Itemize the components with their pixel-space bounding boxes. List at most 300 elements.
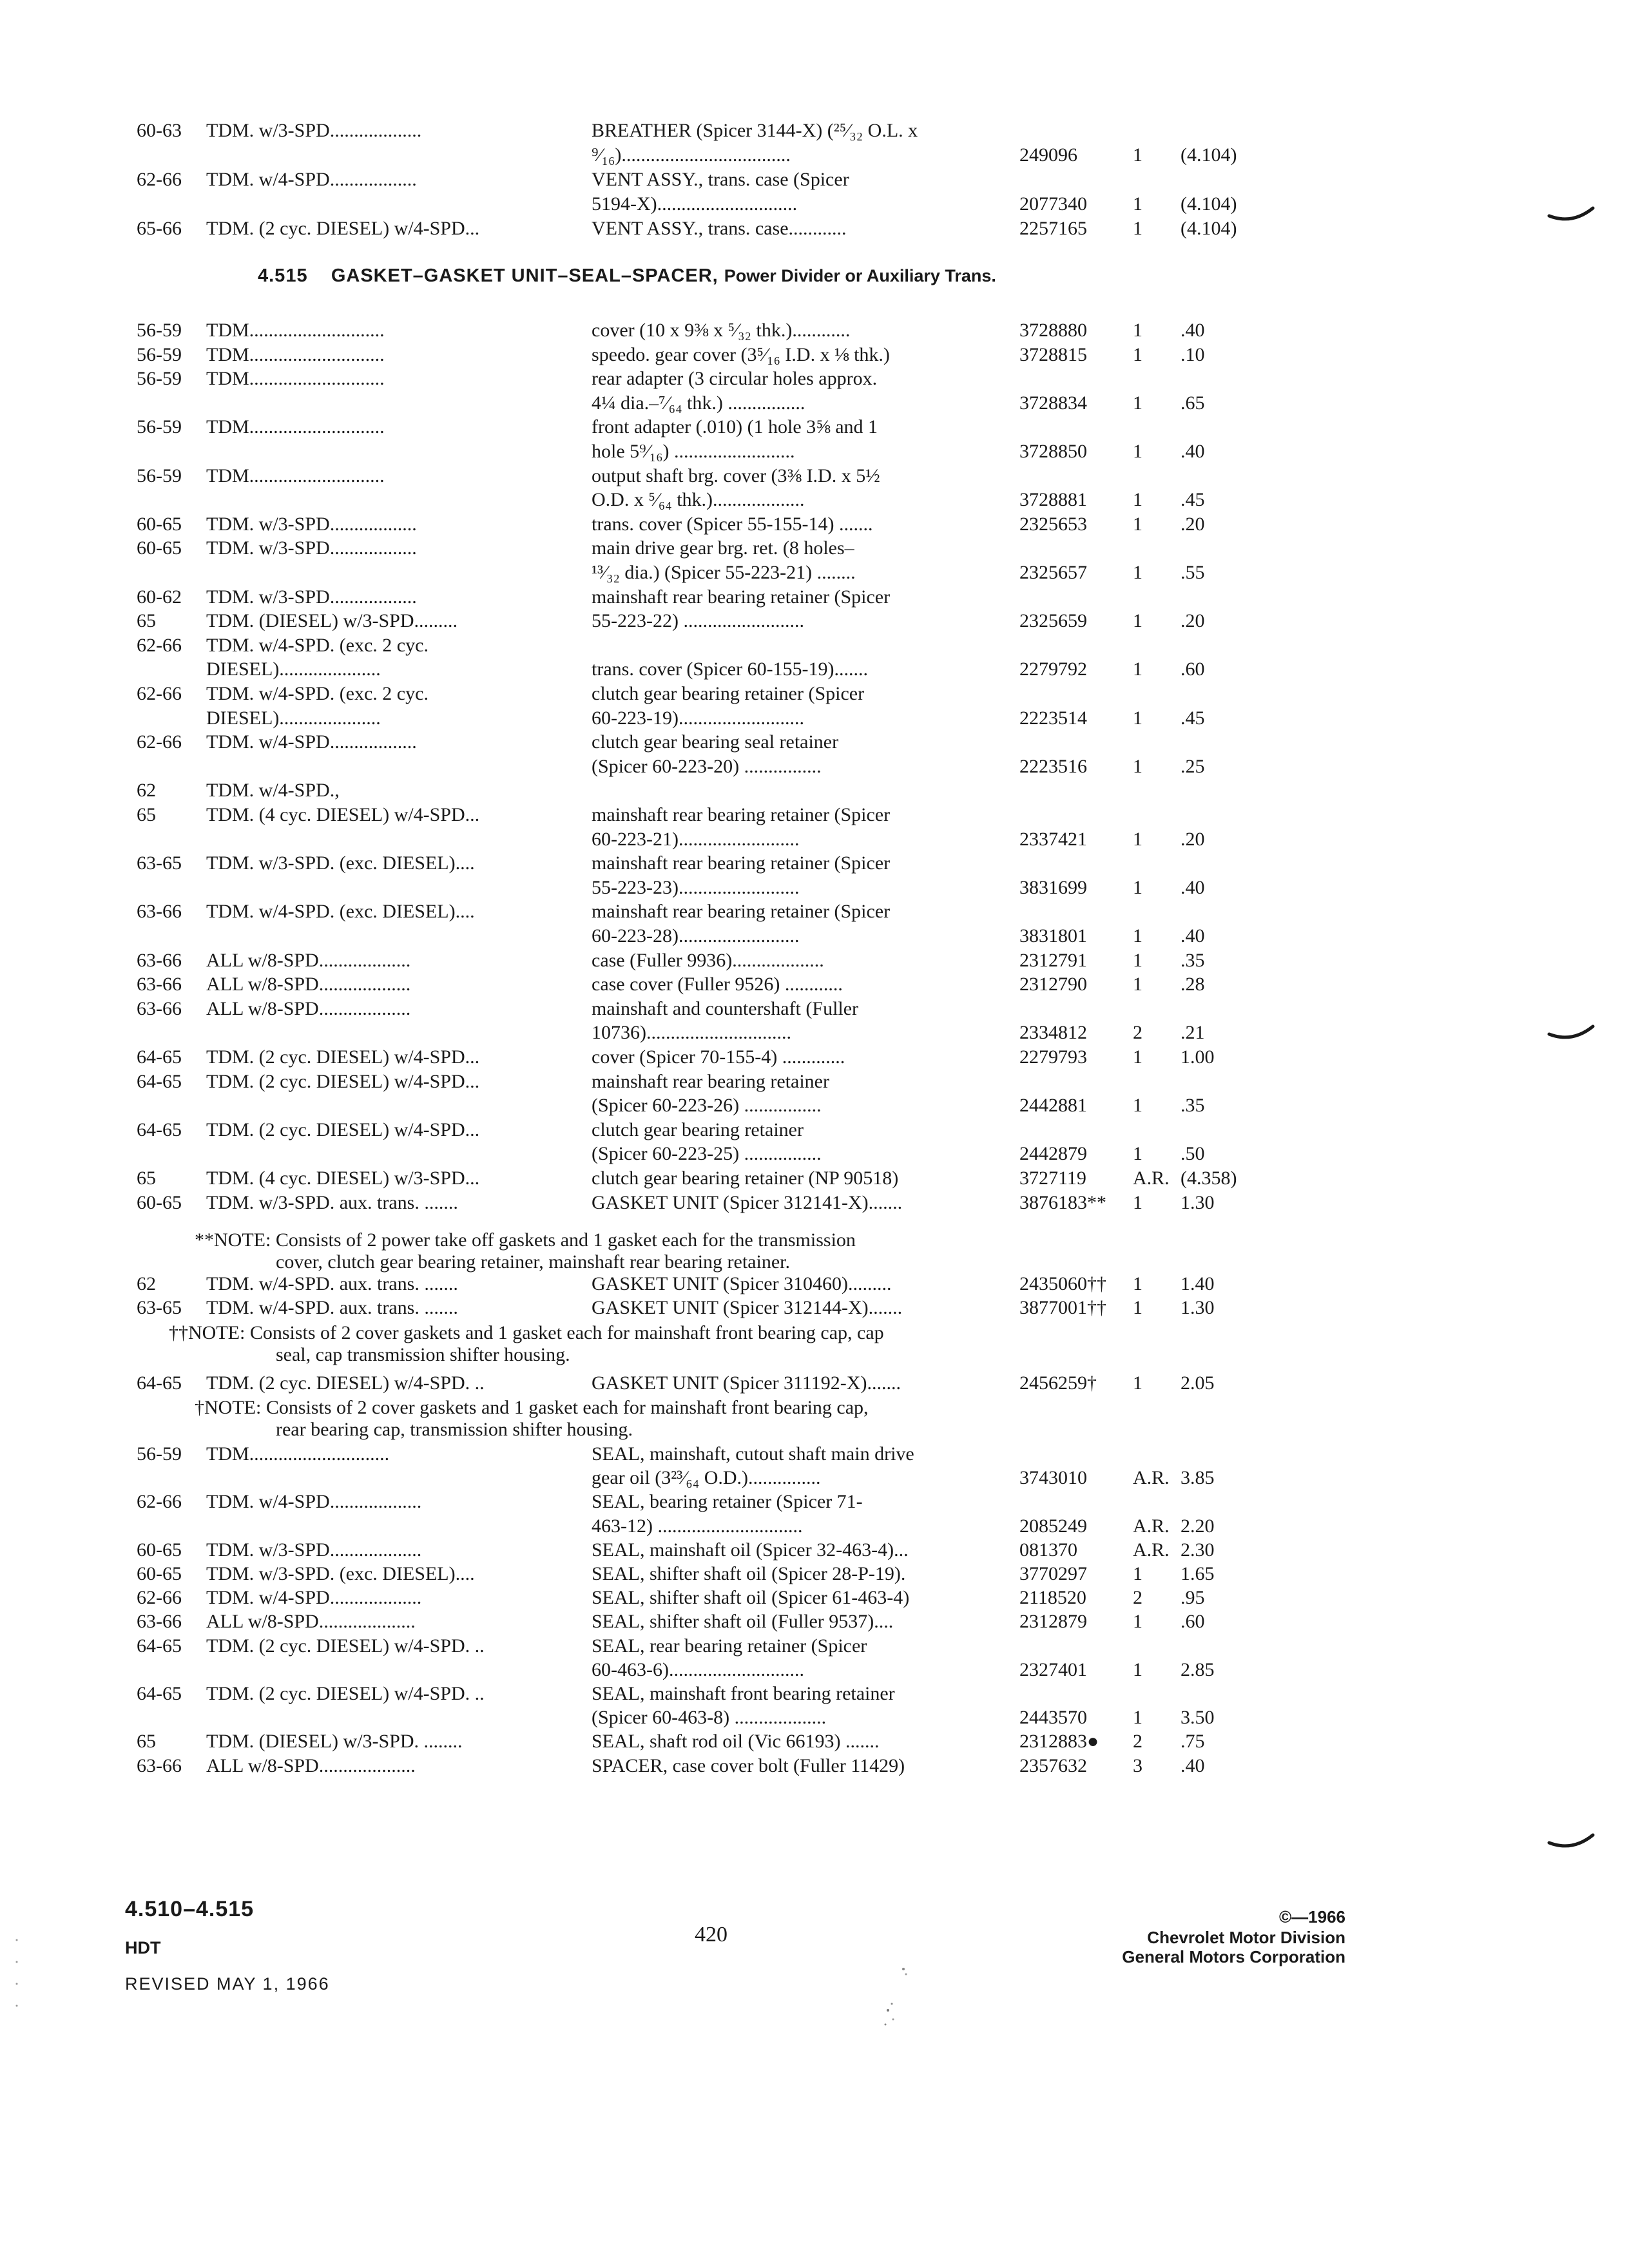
price: (4.358) bbox=[1181, 1168, 1237, 1189]
table-row bbox=[0, 1022, 1629, 1044]
application: TDM. (2 cyc. DIESEL) w/4-SPD... bbox=[206, 1046, 480, 1068]
price: .20 bbox=[1181, 513, 1205, 535]
model-years: 56-59 bbox=[137, 320, 182, 341]
note-line: seal, cap transmission shifter housing. bbox=[276, 1344, 570, 1365]
part-number: 3831699 bbox=[1019, 876, 1087, 898]
part-description: SEAL, shifter shaft oil (Spicer 28-P-19). bbox=[592, 1563, 906, 1584]
note-line: rear bearing cap, transmission shifter housing. bbox=[276, 1419, 633, 1440]
application: TDM. w/4-SPD., bbox=[206, 780, 340, 802]
table-row bbox=[0, 707, 1629, 729]
part-description: cover (Spicer 70-155-4) ............. bbox=[592, 1046, 845, 1068]
table-row bbox=[0, 804, 1629, 826]
table-row bbox=[0, 1168, 1629, 1189]
part-description: VENT ASSY., trans. case............ bbox=[592, 218, 847, 239]
part-number: 2337421 bbox=[1019, 828, 1087, 850]
model-years: 62-66 bbox=[137, 1587, 182, 1609]
application: TDM. w/3-SPD.................. bbox=[206, 537, 417, 559]
part-description: mainshaft rear bearing retainer (Spicer bbox=[592, 852, 891, 874]
price: 1.40 bbox=[1181, 1273, 1215, 1294]
table-row bbox=[0, 1515, 1629, 1537]
part-description: ⁹⁄₁₆)................................... bbox=[592, 144, 791, 166]
quantity: 1 bbox=[1133, 755, 1142, 777]
part-description: (Spicer 60-223-25) ................ bbox=[592, 1143, 822, 1165]
part-description: (Spicer 60-223-26) ................ bbox=[592, 1095, 822, 1117]
price: 2.30 bbox=[1181, 1539, 1215, 1561]
quantity: 1 bbox=[1133, 925, 1142, 947]
part-description: SEAL, shifter shaft oil (Spicer 61-463-4) bbox=[592, 1587, 910, 1609]
quantity: 1 bbox=[1133, 1297, 1142, 1318]
application: TDM. (DIESEL) w/3-SPD......... bbox=[206, 610, 458, 632]
application: ALL w/8-SPD.................... bbox=[206, 1611, 416, 1633]
part-description: 60-223-19).......................... bbox=[592, 707, 804, 729]
quantity: 1 bbox=[1133, 562, 1142, 583]
price: .10 bbox=[1181, 343, 1205, 365]
table-row bbox=[0, 441, 1629, 463]
quantity: 1 bbox=[1133, 1372, 1142, 1394]
application: TDM. w/3-SPD................... bbox=[206, 1539, 422, 1561]
table-row bbox=[0, 1071, 1629, 1093]
part-description: case cover (Fuller 9526) ............ bbox=[592, 974, 843, 995]
price: (4.104) bbox=[1181, 144, 1237, 166]
part-description: trans. cover (Spicer 55-155-14) ....... bbox=[592, 513, 873, 535]
application: ALL w/8-SPD................... bbox=[206, 949, 411, 971]
page-number: 420 bbox=[695, 1923, 728, 1946]
model-years: 62-66 bbox=[137, 683, 182, 704]
model-years: 56-59 bbox=[137, 1443, 182, 1465]
part-description: mainshaft rear bearing retainer bbox=[592, 1070, 829, 1092]
note-double-dagger-cont bbox=[0, 1344, 1629, 1366]
note-line: **NOTE: Consists of 2 power take off gaskets and 1 gasket each for the transmission bbox=[195, 1229, 856, 1251]
part-description: 5194-X)............................. bbox=[592, 193, 798, 215]
table-row bbox=[0, 683, 1629, 705]
model-years: 63-66 bbox=[137, 901, 182, 923]
part-description: speedo. gear cover (3⁵⁄₁₆ I.D. x ⅛ thk.) bbox=[592, 343, 890, 365]
table-row bbox=[0, 925, 1629, 947]
application: TDM. (2 cyc. DIESEL) w/4-SPD. .. bbox=[206, 1683, 485, 1704]
part-description: SEAL, mainshaft front bearing retainer bbox=[592, 1683, 895, 1704]
price: .45 bbox=[1181, 707, 1205, 729]
part-description: SEAL, shifter shaft oil (Fuller 9537).... bbox=[592, 1611, 894, 1633]
table-row bbox=[0, 1192, 1629, 1214]
part-description: mainshaft rear bearing retainer (Spicer bbox=[592, 804, 891, 825]
table-row bbox=[0, 489, 1629, 511]
part-description: O.D. x ⁵⁄₆₄ thk.)................... bbox=[592, 489, 805, 511]
part-description: GASKET UNIT (Spicer 311192-X)....... bbox=[592, 1372, 901, 1394]
model-years: 62 bbox=[137, 780, 156, 802]
model-years: 65-66 bbox=[137, 218, 182, 239]
part-description: GASKET UNIT (Spicer 312144-X)....... bbox=[592, 1297, 903, 1318]
part-description: SEAL, bearing retainer (Spicer 71- bbox=[592, 1491, 863, 1513]
price: .55 bbox=[1181, 562, 1205, 583]
footer-company-division: Chevrolet Motor Division bbox=[1147, 1928, 1345, 1947]
part-description: (Spicer 60-223-20) ................ bbox=[592, 755, 822, 777]
margin-tick-mark bbox=[1547, 203, 1598, 229]
model-years: 60-62 bbox=[137, 586, 182, 608]
section-title-text: GASKET–GASKET UNIT–SEAL–SPACER, bbox=[331, 265, 718, 286]
part-number: 2077340 bbox=[1019, 193, 1087, 215]
model-years: 64-65 bbox=[137, 1119, 182, 1140]
quantity: 1 bbox=[1133, 1273, 1142, 1294]
footer-division: HDT bbox=[125, 1938, 161, 1957]
model-years: 63-66 bbox=[137, 974, 182, 995]
price: 1.65 bbox=[1181, 1563, 1215, 1584]
application: TDM. (2 cyc. DIESEL) w/4-SPD. .. bbox=[206, 1372, 485, 1394]
part-description: BREATHER (Spicer 3144-X) (²⁵⁄₃₂ O.L. x bbox=[592, 120, 918, 141]
footer-revised-date: REVISED MAY 1, 1966 bbox=[125, 1974, 330, 1994]
application: DIESEL)..................... bbox=[206, 658, 381, 680]
part-description: 463-12) .............................. bbox=[592, 1515, 803, 1537]
price: .75 bbox=[1181, 1731, 1205, 1753]
part-number: 2325659 bbox=[1019, 610, 1087, 632]
part-number: 2085249 bbox=[1019, 1515, 1087, 1537]
table-row bbox=[0, 1372, 1629, 1394]
part-description: VENT ASSY., trans. case (Spicer bbox=[592, 169, 849, 190]
quantity: 1 bbox=[1133, 441, 1142, 462]
table-row bbox=[0, 1119, 1629, 1141]
note-line: cover, clutch gear bearing retainer, mainshaft rear bearing retainer. bbox=[276, 1251, 791, 1273]
quantity: A.R. bbox=[1133, 1467, 1170, 1489]
part-description: front adapter (.010) (1 hole 3⅝ and 1 bbox=[592, 416, 878, 438]
price: 2.05 bbox=[1181, 1372, 1215, 1394]
part-description: gear oil (3²³⁄₆₄ O.D.)............... bbox=[592, 1467, 821, 1489]
table-row bbox=[0, 1467, 1629, 1489]
model-years: 63-65 bbox=[137, 1297, 182, 1318]
part-description: rear adapter (3 circular holes approx. bbox=[592, 368, 878, 390]
model-years: 56-59 bbox=[137, 343, 182, 365]
model-years: 64-65 bbox=[137, 1635, 182, 1657]
table-row bbox=[0, 610, 1629, 632]
model-years: 60-65 bbox=[137, 537, 182, 559]
application: TDM. w/4-SPD................... bbox=[206, 1587, 422, 1609]
scan-specks bbox=[870, 1965, 921, 2094]
table-row bbox=[0, 416, 1629, 438]
quantity: 1 bbox=[1133, 828, 1142, 850]
application: TDM. w/4-SPD. (exc. DIESEL).... bbox=[206, 901, 475, 923]
table-row bbox=[0, 829, 1629, 850]
price: 3.50 bbox=[1181, 1707, 1215, 1729]
margin-tick-mark bbox=[1547, 1021, 1598, 1047]
part-description: mainshaft and countershaft (Fuller bbox=[592, 997, 859, 1019]
part-description: main drive gear brg. ret. (8 holes– bbox=[592, 537, 854, 559]
table-row bbox=[0, 1491, 1629, 1513]
table-row bbox=[0, 1297, 1629, 1319]
table-row bbox=[0, 1273, 1629, 1295]
model-years: 64-65 bbox=[137, 1046, 182, 1068]
part-description: clutch gear bearing retainer (NP 90518) bbox=[592, 1168, 899, 1189]
price: 3.85 bbox=[1181, 1467, 1215, 1489]
quantity: 2 bbox=[1133, 1587, 1142, 1609]
table-row bbox=[0, 974, 1629, 995]
quantity: 1 bbox=[1133, 218, 1142, 239]
part-description: GASKET UNIT (Spicer 312141-X)....... bbox=[592, 1191, 903, 1213]
part-number: 2257165 bbox=[1019, 218, 1087, 239]
model-years: 65 bbox=[137, 1168, 156, 1189]
part-description: ¹³⁄₃₂ dia.) (Spicer 55-223-21) ........ bbox=[592, 562, 856, 583]
application: TDM............................. bbox=[206, 1443, 390, 1465]
footer-company-corp: General Motors Corporation bbox=[1122, 1947, 1345, 1966]
price: .45 bbox=[1181, 489, 1205, 511]
part-description: 4¼ dia.–⁷⁄₆₄ thk.) ................ bbox=[592, 392, 805, 414]
note-dagger-cont bbox=[0, 1419, 1629, 1441]
model-years: 62-66 bbox=[137, 634, 182, 656]
table-row bbox=[0, 368, 1629, 390]
table-row bbox=[0, 998, 1629, 1020]
table-row bbox=[0, 950, 1629, 972]
model-years: 65 bbox=[137, 1731, 156, 1753]
application: TDM. w/4-SPD................... bbox=[206, 1491, 422, 1513]
part-number: 2442881 bbox=[1019, 1095, 1087, 1117]
application: TDM. (4 cyc. DIESEL) w/4-SPD... bbox=[206, 804, 480, 825]
table-row bbox=[0, 1707, 1629, 1729]
quantity: 1 bbox=[1133, 707, 1142, 729]
price: 1.00 bbox=[1181, 1046, 1215, 1068]
table-row bbox=[0, 1635, 1629, 1657]
price: .50 bbox=[1181, 1143, 1205, 1165]
section-number: 4.515 bbox=[258, 265, 308, 286]
model-years: 65 bbox=[137, 804, 156, 825]
table-row bbox=[0, 1563, 1629, 1585]
application: TDM. w/3-SPD.................. bbox=[206, 586, 417, 608]
model-years: 62-66 bbox=[137, 1491, 182, 1513]
quantity: A.R. bbox=[1133, 1539, 1170, 1561]
part-number: 081370 bbox=[1019, 1539, 1077, 1561]
price: 1.30 bbox=[1181, 1297, 1215, 1318]
price: .20 bbox=[1181, 610, 1205, 632]
part-description: 55-223-22) ......................... bbox=[592, 610, 804, 632]
quantity: 2 bbox=[1133, 1731, 1142, 1753]
application: ALL w/8-SPD.................... bbox=[206, 1754, 416, 1776]
model-years: 65 bbox=[137, 610, 156, 632]
price: .20 bbox=[1181, 828, 1205, 850]
table-row bbox=[0, 465, 1629, 487]
table-row bbox=[0, 1731, 1629, 1753]
application: TDM. w/3-SPD................... bbox=[206, 120, 422, 141]
part-number: 2279792 bbox=[1019, 658, 1087, 680]
note-line: †NOTE: Consists of 2 cover gaskets and 1 gasket each for mainshaft front bearing cap, bbox=[195, 1397, 869, 1418]
price: .40 bbox=[1181, 441, 1205, 462]
quantity: 1 bbox=[1133, 1658, 1142, 1680]
quantity: 1 bbox=[1133, 658, 1142, 680]
part-number: 2312791 bbox=[1019, 949, 1087, 971]
price: .25 bbox=[1181, 755, 1205, 777]
part-number: 2312883● bbox=[1019, 1731, 1099, 1753]
table-row bbox=[0, 344, 1629, 366]
quantity: 1 bbox=[1133, 1143, 1142, 1165]
table-row bbox=[0, 1443, 1629, 1465]
quantity: 1 bbox=[1133, 1563, 1142, 1584]
quantity: 1 bbox=[1133, 489, 1142, 511]
price: .60 bbox=[1181, 658, 1205, 680]
model-years: 63-66 bbox=[137, 1611, 182, 1633]
part-description: SPACER, case cover bolt (Fuller 11429) bbox=[592, 1754, 905, 1776]
part-description: mainshaft rear bearing retainer (Spicer bbox=[592, 901, 891, 923]
quantity: A.R. bbox=[1133, 1168, 1170, 1189]
part-number: 2279793 bbox=[1019, 1046, 1087, 1068]
table-row bbox=[0, 1539, 1629, 1561]
table-row bbox=[0, 1143, 1629, 1165]
part-description: clutch gear bearing retainer (Spicer bbox=[592, 683, 865, 704]
table-row bbox=[0, 144, 1629, 166]
part-description: SEAL, rear bearing retainer (Spicer bbox=[592, 1635, 867, 1657]
application: ALL w/8-SPD................... bbox=[206, 974, 411, 995]
application: TDM. w/3-SPD. (exc. DIESEL).... bbox=[206, 1563, 475, 1584]
application: TDM. (2 cyc. DIESEL) w/4-SPD... bbox=[206, 1119, 480, 1140]
table-row bbox=[0, 1755, 1629, 1777]
part-number: 3728834 bbox=[1019, 392, 1087, 414]
part-description: 55-223-23)......................... bbox=[592, 876, 800, 898]
part-number: 2435060†† bbox=[1019, 1273, 1106, 1294]
price: 1.30 bbox=[1181, 1191, 1215, 1213]
part-description: (Spicer 60-463-8) ................... bbox=[592, 1707, 827, 1729]
table-row bbox=[0, 1683, 1629, 1705]
price: .60 bbox=[1181, 1611, 1205, 1633]
application: TDM. (DIESEL) w/3-SPD. ........ bbox=[206, 1731, 463, 1753]
part-number: 2325653 bbox=[1019, 513, 1087, 535]
part-number: 2325657 bbox=[1019, 562, 1087, 583]
table-row bbox=[0, 218, 1629, 240]
part-number: 249096 bbox=[1019, 144, 1077, 166]
price: .65 bbox=[1181, 392, 1205, 414]
table-row bbox=[0, 193, 1629, 215]
part-number: 3877001†† bbox=[1019, 1297, 1106, 1318]
table-row bbox=[0, 586, 1629, 608]
part-number: 3728850 bbox=[1019, 441, 1087, 462]
table-row bbox=[0, 392, 1629, 414]
part-description: case (Fuller 9936)................... bbox=[592, 949, 824, 971]
part-description: 60-223-28)......................... bbox=[592, 925, 800, 947]
table-row bbox=[0, 658, 1629, 680]
application: ALL w/8-SPD................... bbox=[206, 997, 411, 1019]
part-number: 3728880 bbox=[1019, 320, 1087, 341]
part-description: clutch gear bearing retainer bbox=[592, 1119, 804, 1140]
application: TDM............................ bbox=[206, 465, 385, 486]
price: .35 bbox=[1181, 949, 1205, 971]
price: 2.85 bbox=[1181, 1658, 1215, 1680]
application: TDM............................ bbox=[206, 320, 385, 341]
part-number: 3876183** bbox=[1019, 1191, 1106, 1213]
part-description: cover (10 x 9⅜ x ⁵⁄₃₂ thk.)............ bbox=[592, 320, 851, 341]
part-number: 3770297 bbox=[1019, 1563, 1087, 1584]
part-description: GASKET UNIT (Spicer 310460)......... bbox=[592, 1273, 892, 1294]
table-row bbox=[0, 120, 1629, 142]
model-years: 63-66 bbox=[137, 1754, 182, 1776]
table-row bbox=[0, 852, 1629, 874]
note-double-dagger bbox=[0, 1322, 1629, 1344]
model-years: 56-59 bbox=[137, 416, 182, 438]
application: DIESEL)..................... bbox=[206, 707, 381, 729]
model-years: 56-59 bbox=[137, 368, 182, 390]
table-row bbox=[0, 537, 1629, 559]
part-number: 2334812 bbox=[1019, 1022, 1087, 1044]
quantity: 1 bbox=[1133, 392, 1142, 414]
quantity: 1 bbox=[1133, 1611, 1142, 1633]
application: TDM. (2 cyc. DIESEL) w/4-SPD... bbox=[206, 218, 480, 239]
application: TDM. w/3-SPD.................. bbox=[206, 513, 417, 535]
quantity: 1 bbox=[1133, 1191, 1142, 1213]
price: .40 bbox=[1181, 876, 1205, 898]
part-description: 10736).............................. bbox=[592, 1022, 791, 1044]
part-number: 3728815 bbox=[1019, 343, 1087, 365]
quantity: 1 bbox=[1133, 876, 1142, 898]
quantity: 1 bbox=[1133, 610, 1142, 632]
part-number: 2456259† bbox=[1019, 1372, 1097, 1394]
quantity: 1 bbox=[1133, 193, 1142, 215]
application: TDM............................ bbox=[206, 343, 385, 365]
part-number: 3831801 bbox=[1019, 925, 1087, 947]
price: (4.104) bbox=[1181, 218, 1237, 239]
quantity: 2 bbox=[1133, 1022, 1142, 1044]
quantity: 1 bbox=[1133, 343, 1142, 365]
table-row bbox=[0, 169, 1629, 191]
model-years: 56-59 bbox=[137, 465, 182, 486]
price: (4.104) bbox=[1181, 193, 1237, 215]
part-description: 60-463-6)............................ bbox=[592, 1658, 804, 1680]
model-years: 63-65 bbox=[137, 852, 182, 874]
price: 2.20 bbox=[1181, 1515, 1215, 1537]
application: TDM. w/4-SPD. aux. trans. ....... bbox=[206, 1273, 458, 1294]
part-description: SEAL, mainshaft oil (Spicer 32-463-4)... bbox=[592, 1539, 909, 1561]
price: .35 bbox=[1181, 1095, 1205, 1117]
margin-tick-mark bbox=[1547, 1830, 1598, 1856]
model-years: 64-65 bbox=[137, 1372, 182, 1394]
quantity: 1 bbox=[1133, 974, 1142, 995]
model-years: 62-66 bbox=[137, 169, 182, 190]
table-row bbox=[0, 780, 1629, 802]
table-row bbox=[0, 1587, 1629, 1609]
part-number: 2357632 bbox=[1019, 1754, 1087, 1776]
table-row bbox=[0, 877, 1629, 899]
model-years: 63-66 bbox=[137, 949, 182, 971]
section-heading bbox=[258, 265, 996, 287]
part-description: output shaft brg. cover (3⅜ I.D. x 5½ bbox=[592, 465, 880, 486]
application: TDM. (2 cyc. DIESEL) w/4-SPD. .. bbox=[206, 1635, 485, 1657]
quantity: 3 bbox=[1133, 1754, 1142, 1776]
model-years: 60-65 bbox=[137, 1539, 182, 1561]
application: TDM. (2 cyc. DIESEL) w/4-SPD... bbox=[206, 1070, 480, 1092]
price: .21 bbox=[1181, 1022, 1205, 1044]
quantity: 1 bbox=[1133, 144, 1142, 166]
part-number: 2312790 bbox=[1019, 974, 1087, 995]
section-subtitle: Power Divider or Auxiliary Trans. bbox=[724, 266, 996, 285]
table-row bbox=[0, 1095, 1629, 1117]
table-row bbox=[0, 514, 1629, 535]
part-number: 2443570 bbox=[1019, 1707, 1087, 1729]
application: TDM. w/4-SPD. (exc. 2 cyc. bbox=[206, 683, 429, 704]
price: .40 bbox=[1181, 320, 1205, 341]
quantity: 1 bbox=[1133, 1046, 1142, 1068]
model-years: 62-66 bbox=[137, 731, 182, 753]
quantity: 1 bbox=[1133, 1707, 1142, 1729]
part-number: 2442879 bbox=[1019, 1143, 1087, 1165]
application: TDM. w/3-SPD. (exc. DIESEL).... bbox=[206, 852, 475, 874]
part-number: 2223514 bbox=[1019, 707, 1087, 729]
model-years: 64-65 bbox=[137, 1070, 182, 1092]
part-description: 60-223-21)......................... bbox=[592, 828, 800, 850]
note-double-star-cont bbox=[0, 1251, 1629, 1273]
part-description: SEAL, shaft rod oil (Vic 66193) ....... bbox=[592, 1731, 880, 1753]
table-row bbox=[0, 901, 1629, 923]
application: TDM. (4 cyc. DIESEL) w/3-SPD... bbox=[206, 1168, 480, 1189]
quantity: 1 bbox=[1133, 1095, 1142, 1117]
part-description: mainshaft rear bearing retainer (Spicer bbox=[592, 586, 891, 608]
quantity: A.R. bbox=[1133, 1515, 1170, 1537]
application: TDM............................ bbox=[206, 368, 385, 390]
part-number: 2312879 bbox=[1019, 1611, 1087, 1633]
model-years: 60-65 bbox=[137, 513, 182, 535]
application: TDM. w/4-SPD.................. bbox=[206, 731, 417, 753]
part-description: hole 5⁹⁄₁₆) ......................... bbox=[592, 441, 795, 462]
application: TDM. w/3-SPD. aux. trans. ....... bbox=[206, 1191, 458, 1213]
